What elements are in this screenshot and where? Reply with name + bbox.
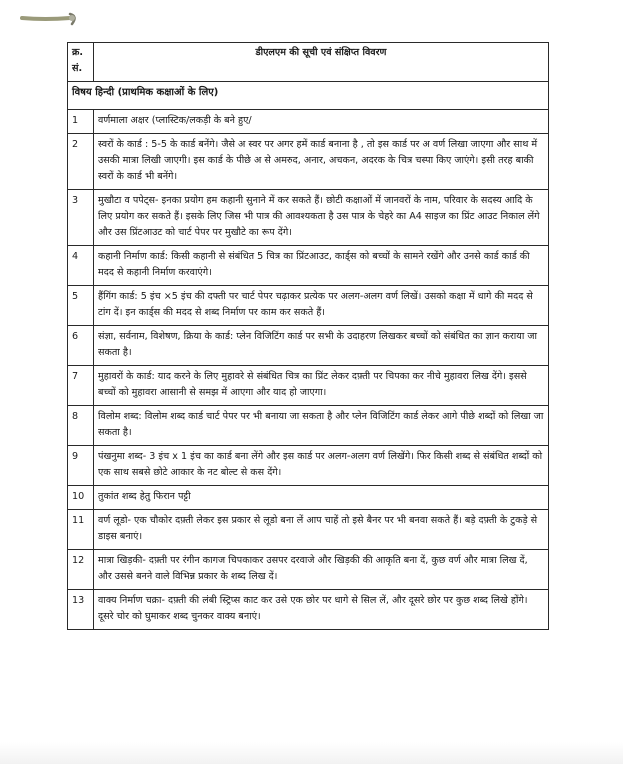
row-number: 4 xyxy=(68,246,94,286)
row-number: 9 xyxy=(68,446,94,486)
row-number: 1 xyxy=(68,110,94,134)
table-title: डीएलएम की सूची एवं संक्षिप्त विवरण xyxy=(94,43,549,82)
row-number: 6 xyxy=(68,326,94,366)
dlm-table xyxy=(67,42,549,630)
header-serial-number: क्र.सं. xyxy=(68,43,94,82)
row-number: 10 xyxy=(68,486,94,510)
row-description: विलोम शब्द: विलोम शब्द कार्ड चार्ट पेपर पर भी बनाया जा सकता है और प्लेन विजिटिंग कार्ड लेकर आगे पीछे शब्दों को लिखा जा सकता है। xyxy=(94,406,549,446)
subject-heading: विषय हिन्दी (प्राथमिक कक्षाओं के लिए) xyxy=(68,82,549,110)
table-row xyxy=(68,486,549,510)
table-row xyxy=(68,510,549,550)
row-number: 3 xyxy=(68,190,94,246)
table-row xyxy=(68,406,549,446)
row-number: 5 xyxy=(68,286,94,326)
row-number: 13 xyxy=(68,590,94,630)
row-description: पंखनुमा शब्द- 3 इंच x 1 इंच का कार्ड बना लेंगे और इस कार्ड पर अलग-अलग वर्ण लिखेंगे। फिर किसी शब्द से संबंधित शब्दों को एक साथ सबसे छोटे आकार के नट बोल्ट से कस देंगे। xyxy=(94,446,549,486)
table-row xyxy=(68,134,549,190)
page-bottom-edge xyxy=(0,742,623,764)
table-row xyxy=(68,590,549,630)
table-row xyxy=(68,190,549,246)
row-description: मात्रा खिड़की- दफ़्ती पर रंगीन कागज चिपकाकर उसपर दरवाजे और खिड़की की आकृति बना दें, कुछ वर्ण और मात्रा लिख दें, और उससे बनने वाले विभिन्न प्रकार के शब्द लिख दें। xyxy=(94,550,549,590)
row-description: कहानी निर्माण कार्ड: किसी कहानी से संबंधित 5 चित्र का प्रिंटआउट, कार्ड्स को बच्चों के सामने रखेंगे और उनसे कार्ड कार्ड की मदद से कहानी निर्माण करवाएंगे। xyxy=(94,246,549,286)
row-description: हैंगिंग कार्ड: 5 इंच ×5 इंच की दफ्ती पर चार्ट पेपर चढ़ाकर प्रत्येक पर अलग-अलग वर्ण लिखें। उसको कक्षा में धागे की मदद से टांग दें। इन कार्ड्स की मदद से शब्द निर्माण पर काम कर सकते हैं। xyxy=(94,286,549,326)
table-row xyxy=(68,110,549,134)
row-number: 11 xyxy=(68,510,94,550)
row-description: संज्ञा, सर्वनाम, विशेषण, क्रिया के कार्ड: प्लेन विजिटिंग कार्ड पर सभी के उदाहरण लिखकर बच्चों को संबंधित का ज्ञान कराया जा सकता है। xyxy=(94,326,549,366)
table-row xyxy=(68,366,549,406)
row-number: 7 xyxy=(68,366,94,406)
row-description: तुकांत शब्द हेतु फिरान पट्टी xyxy=(94,486,549,510)
staple-mark xyxy=(20,6,90,28)
row-number: 2 xyxy=(68,134,94,190)
table-row xyxy=(68,326,549,366)
row-description: स्वरों के कार्ड : 5-5 के कार्ड बनेंगे। जैसे अ स्वर पर अगर हमें कार्ड बनाना है , तो इस कार्ड पर अ वर्ण लिखा जाएगा और साथ में उसकी मात्रा लिखी जाएगी। इस कार्ड के पीछे अ से अमरुद, अनार, अचकन, अदरक के चित्र चस्पा किए जाएंगे। इसी तरह बाकी स्वरों के कार्ड भी बनेंगे। xyxy=(94,134,549,190)
row-number: 12 xyxy=(68,550,94,590)
subject-row xyxy=(68,82,549,110)
table-row xyxy=(68,286,549,326)
row-description: वर्ण लूडो- एक चौकोर दफ़्ती लेकर इस प्रकार से लूडो बना लें आप चाहें तो इसे बैनर पर भी बनवा सकते हैं। बड़े दफ़्ती के टुकड़े से डाइस बनाएं। xyxy=(94,510,549,550)
row-description: वर्णमाला अक्षर (प्लास्टिक/लकड़ी के बने हुए/ xyxy=(94,110,549,134)
table-row xyxy=(68,446,549,486)
row-description: मुहावरों के कार्ड: याद करने के लिए मुहावरे से संबंधित चित्र का प्रिंट लेकर दफ़्ती पर चिपका कर नीचे मुहावरा लिख देंगे। इससे बच्चों को मुहावरा आसानी से समझ में आएगा और याद हो जाएगा। xyxy=(94,366,549,406)
row-number: 8 xyxy=(68,406,94,446)
row-description: वाक्य निर्माण चक्रा- दफ़्ती की लंबी स्ट्रिप्स काट कर उसे एक छोर पर धागे से सिल लें, और दूसरे छोर पर कुछ शब्द लिखे होंगे। दूसरे चोर को घुमाकर शब्द चुनकर वाक्य बनाएं। xyxy=(94,590,549,630)
table-row xyxy=(68,550,549,590)
table-header-row xyxy=(68,43,549,82)
table-row xyxy=(68,246,549,286)
row-description: मुखौटा व पपेट्स- इनका प्रयोग हम कहानी सुनाने में कर सकते हैं। छोटी कक्षाओं में जानवरों के नाम, परिवार के सदस्य आदि के लिए प्रयोग कर सकते हैं। इसके लिए जिस भी पात्र की आवश्यकता है उस पात्र के चेहरे का A4 साइज का प्रिंट आउट निकाल लेंगे और उस प्रिंटआउट को चार्ट पेपर पर मुखौटे का रूप देंगे। xyxy=(94,190,549,246)
